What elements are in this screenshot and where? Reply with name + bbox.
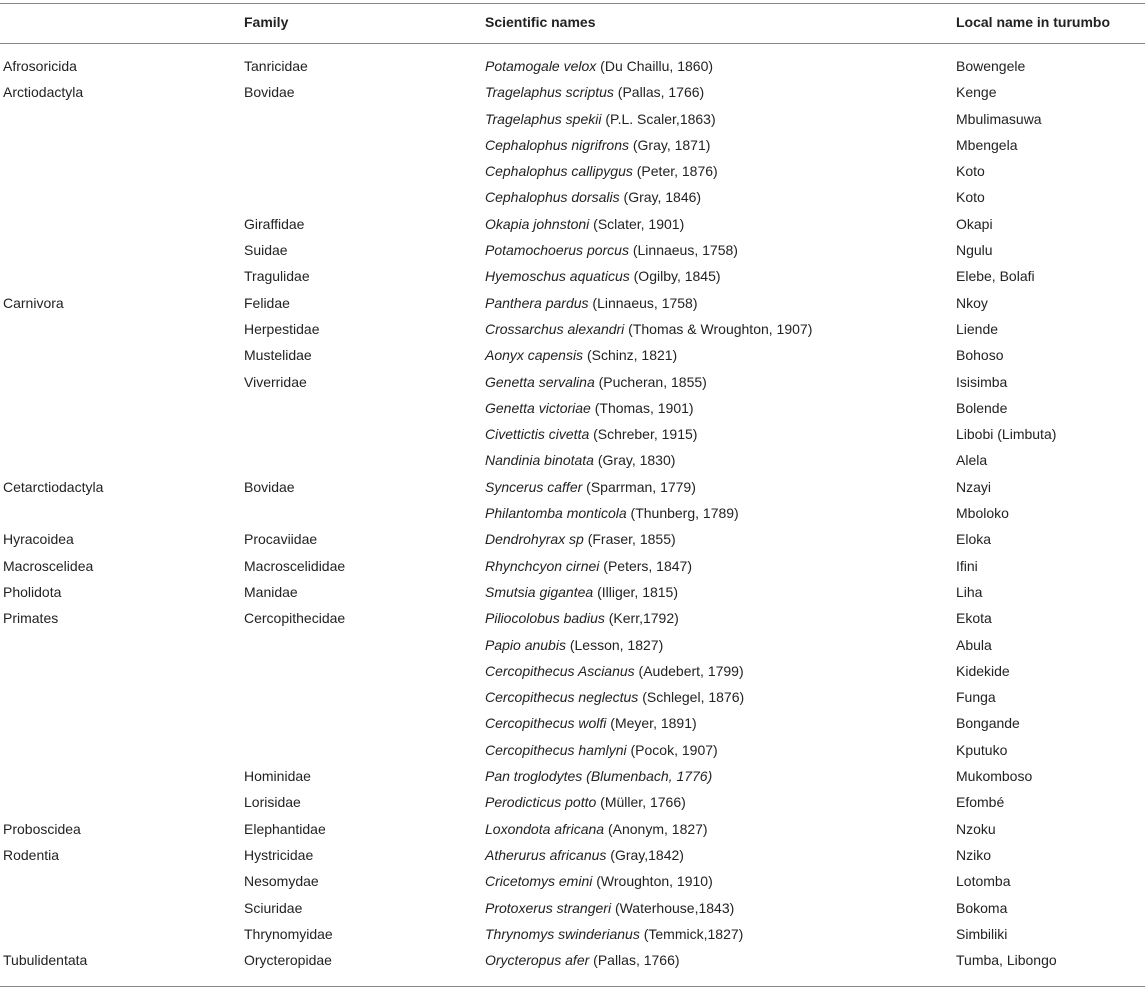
cell-scientific-name [485, 952, 680, 968]
scientific-name-authority: (Pucheran, 1855) [594, 373, 707, 390]
scientific-name-authority: (Temmick,1827) [639, 925, 744, 942]
cell-family: Mustelidae [244, 347, 312, 364]
scientific-name-authority: (Lesson, 1827) [565, 636, 664, 653]
cell-family: Viverridae [244, 373, 307, 390]
scientific-name-italic: Genetta servalina [485, 373, 595, 390]
cell-local-name: Koto [956, 189, 985, 206]
cell-scientific-name [485, 531, 676, 547]
cell-family: Nesomydae [244, 873, 319, 890]
table-row [0, 686, 1145, 712]
table-row [0, 423, 1145, 449]
scientific-name-authority: (Gray,1842) [606, 846, 684, 863]
scientific-name-italic: Papio anubis [485, 636, 566, 653]
scientific-name-italic: Okapia johnstoni [485, 215, 590, 232]
cell-local-name: Efombé [956, 794, 1005, 811]
cell-local-name: Lotomba [956, 873, 1011, 890]
table-row [0, 108, 1145, 134]
cell-scientific-name [485, 400, 694, 416]
scientific-name-authority: (Thomas, 1901) [590, 399, 694, 416]
cell-scientific-name [485, 900, 734, 916]
scientific-name-italic: Cercopithecus Ascianus [485, 662, 635, 679]
scientific-name-italic: Perodicticus potto [485, 794, 597, 811]
cell-scientific-name [485, 295, 698, 311]
scientific-name-italic: Cephalophus dorsalis [485, 189, 620, 206]
scientific-name-italic: Cercopithecus hamlyni [485, 741, 627, 758]
table-row [0, 607, 1145, 633]
cell-local-name: Nzoku [956, 820, 996, 837]
scientific-name-authority: (Sparrman, 1779) [582, 478, 696, 495]
cell-order: Afrosoricida [3, 58, 77, 74]
scientific-name-italic: Cephalophus nigrifrons [485, 136, 629, 153]
scientific-name-authority: (Waterhouse,1843) [611, 899, 735, 916]
scientific-name-authority: (Schinz, 1821) [583, 347, 678, 364]
table-bottom-rule [0, 986, 1145, 987]
cell-scientific-name [485, 715, 697, 731]
cell-local-name: Nziko [956, 846, 992, 863]
cell-local-name: Ekota [956, 610, 992, 627]
cell-scientific-name [485, 426, 697, 442]
cell-scientific-name [485, 242, 738, 258]
cell-order: Pholidota [3, 583, 62, 600]
cell-scientific-name [485, 479, 696, 495]
scientific-name-italic: Cercopithecus wolfi [485, 715, 607, 732]
scientific-name-authority: (Schreber, 1915) [589, 426, 698, 443]
cell-scientific-name [485, 189, 701, 205]
scientific-name-italic: Syncerus caffer [485, 478, 583, 495]
scientific-name-authority: (Linnaeus, 1758) [588, 294, 698, 311]
table-row [0, 55, 1145, 81]
scientific-name-italic: Panthera pardus [485, 294, 589, 311]
scientific-name-authority: (Audebert, 1799) [634, 662, 744, 679]
table-row [0, 371, 1145, 397]
cell-local-name: Mboloko [956, 505, 1009, 522]
cell-order: Rodentia [3, 846, 60, 863]
scientific-name-authority: (Pallas, 1766) [613, 84, 705, 101]
cell-local-name: Liende [956, 320, 999, 337]
cell-family: Sciuridae [244, 899, 303, 916]
table-row [0, 449, 1145, 475]
cell-scientific-name [485, 137, 710, 153]
scientific-name-italic: Cephalophus callipygus [485, 163, 633, 180]
scientific-name-authority: (Thomas & Wroughton, 1907) [624, 320, 813, 337]
cell-local-name: Okapi [956, 215, 993, 232]
cell-local-name: Nkoy [956, 294, 988, 311]
table-row [0, 712, 1145, 738]
table-top-rule [0, 3, 1145, 4]
cell-local-name: Koto [956, 163, 985, 180]
scientific-name-authority: (Ogilby, 1845) [629, 268, 721, 285]
cell-family: Suidae [244, 242, 288, 259]
cell-local-name: Ifini [956, 557, 978, 574]
cell-family: Elephantidae [244, 820, 326, 837]
scientific-name-authority: (Fraser, 1855) [583, 531, 676, 548]
cell-local-name: Funga [956, 689, 996, 706]
table-body [0, 55, 1145, 975]
cell-local-name: Kidekide [956, 662, 1010, 679]
scientific-name-authority: (Pallas, 1766) [589, 952, 680, 969]
scientific-name-italic: Rhynchcyon cirnei [485, 557, 600, 574]
scientific-name-italic: Civettictis civetta [485, 426, 590, 443]
scientific-name-italic: Cercopithecus neglectus [485, 689, 639, 706]
scientific-name-italic: Tragelaphus spekii [485, 110, 602, 127]
scientific-name-italic: Hyemoschus aquaticus [485, 268, 630, 285]
cell-scientific-name [485, 821, 708, 837]
table-row [0, 502, 1145, 528]
cell-local-name: Abula [956, 636, 992, 653]
scientific-name-italic: Thrynomys swinderianus [485, 925, 640, 942]
scientific-name-authority: (Gray, 1846) [619, 189, 702, 206]
scientific-name-authority: (Thunberg, 1789) [626, 505, 739, 522]
cell-family: Tragulidae [244, 268, 310, 285]
cell-scientific-name [485, 663, 744, 679]
table-row [0, 739, 1145, 765]
scientific-name-authority: (Meyer, 1891) [606, 715, 697, 732]
cell-family: Manidae [244, 583, 298, 600]
table-row [0, 186, 1145, 212]
cell-scientific-name [485, 926, 743, 942]
cell-scientific-name [485, 873, 713, 889]
cell-order: Tubulidentata [3, 952, 88, 969]
scientific-name-italic: Aonyx capensis [485, 347, 584, 364]
cell-scientific-name [485, 111, 716, 127]
cell-scientific-name [485, 584, 678, 600]
cell-scientific-name [485, 84, 704, 100]
scientific-name-italic: Potamochoerus porcus [485, 242, 629, 259]
cell-scientific-name [485, 58, 713, 74]
header-local-name: Local name in turumbo [956, 14, 1111, 30]
cell-family: Tanricidae [244, 58, 308, 74]
table-row [0, 292, 1145, 318]
scientific-name-authority: (Kerr,1792) [604, 610, 679, 627]
table-row [0, 81, 1145, 107]
scientific-name-italic: Protoxerus strangeri [485, 899, 612, 916]
scientific-name-authority: (Illiger, 1815) [593, 583, 679, 600]
table-row [0, 318, 1145, 344]
scientific-name-italic: Orycteropus afer [485, 952, 590, 969]
cell-local-name: Libobi (Limbuta) [956, 426, 1057, 443]
table-row [0, 791, 1145, 817]
cell-family: Bovidae [244, 478, 295, 495]
cell-scientific-name [485, 558, 692, 574]
scientific-name-authority: (Gray, 1830) [593, 452, 676, 469]
cell-scientific-name [485, 216, 684, 232]
cell-local-name: Eloka [956, 531, 992, 548]
cell-local-name: Bolende [956, 399, 1008, 416]
cell-scientific-name [485, 768, 712, 784]
scientific-name-authority: (Gray, 1871) [628, 136, 711, 153]
cell-family: Lorisidae [244, 794, 301, 811]
table-row [0, 949, 1145, 975]
cell-local-name: Liha [956, 583, 983, 600]
scientific-name-italic: Philantomba monticola [485, 505, 627, 522]
cell-local-name: Simbiliki [956, 925, 1008, 942]
scientific-name-italic: Nandinia binotata [485, 452, 594, 469]
cell-local-name: Kenge [956, 84, 997, 101]
cell-order: Carnivora [3, 294, 64, 311]
cell-order: Proboscidea [3, 820, 81, 837]
cell-local-name: Mukomboso [956, 768, 1033, 785]
scientific-name-authority: (Wroughton, 1910) [592, 873, 713, 890]
scientific-name-authority: (Peter, 1876) [632, 163, 718, 180]
header-family: Family [244, 14, 289, 30]
cell-scientific-name [485, 505, 739, 521]
cell-local-name: Bokoma [956, 899, 1008, 916]
table-row [0, 134, 1145, 160]
cell-local-name: Mbengela [956, 136, 1018, 153]
cell-family: Thrynomyidae [244, 925, 333, 942]
cell-order: Cetarctiodactyla [3, 478, 104, 495]
cell-local-name: Bowengele [956, 58, 1026, 74]
cell-scientific-name [485, 374, 707, 390]
cell-local-name: Bongande [956, 715, 1020, 732]
scientific-name-italic: Crossarchus alexandri [485, 320, 625, 337]
scientific-name-authority: (Pocok, 1907) [626, 741, 718, 758]
scientific-name-authority: (Schlegel, 1876) [638, 689, 745, 706]
cell-local-name: Isisimba [956, 373, 1008, 390]
table-row [0, 160, 1145, 186]
cell-family: Procaviidae [244, 531, 318, 548]
scientific-name-authority: (Du Chaillu, 1860) [596, 58, 714, 74]
cell-family: Orycteropidae [244, 952, 332, 969]
cell-local-name: Kputuko [956, 741, 1008, 758]
scientific-name-italic: Atherurus africanus [485, 846, 607, 863]
cell-scientific-name [485, 794, 686, 810]
table-row [0, 397, 1145, 423]
cell-local-name: Ngulu [956, 242, 993, 259]
table-row [0, 897, 1145, 923]
cell-local-name: Alela [956, 452, 988, 469]
cell-scientific-name [485, 742, 718, 758]
scientific-name-italic: Tragelaphus scriptus [485, 84, 614, 101]
cell-family: Herpestidae [244, 320, 320, 337]
table-row [0, 344, 1145, 370]
header-scientific-names: Scientific names [485, 14, 596, 30]
scientific-name-italic: Smutsia gigantea [485, 583, 594, 600]
table-row [0, 634, 1145, 660]
table-row [0, 265, 1145, 291]
scientific-name-authority: (Müller, 1766) [596, 794, 686, 811]
table-row [0, 239, 1145, 265]
scientific-name-italic: Potamogale velox [485, 58, 597, 74]
cell-scientific-name [485, 268, 721, 284]
cell-order: Hyracoidea [3, 531, 74, 548]
scientific-name-authority: (Sclater, 1901) [589, 215, 685, 232]
cell-family: Felidae [244, 294, 290, 311]
table-row [0, 213, 1145, 239]
scientific-name-italic: Piliocolobus badius [485, 610, 605, 627]
cell-local-name: Mbulimasuwa [956, 110, 1042, 127]
cell-order: Arctiodactyla [3, 84, 84, 101]
scientific-name-authority: (Anonym, 1827) [604, 820, 708, 837]
table-row [0, 660, 1145, 686]
table-row [0, 555, 1145, 581]
cell-scientific-name [485, 610, 679, 626]
cell-order: Macroscelidea [3, 557, 94, 574]
cell-local-name: Nzayi [956, 478, 992, 495]
scientific-name-authority: (Linnaeus, 1758) [628, 242, 738, 259]
cell-family: Giraffidae [244, 215, 305, 232]
cell-family: Cercopithecidae [244, 610, 346, 627]
cell-scientific-name [485, 689, 744, 705]
scientific-name-italic: Pan troglodytes (Blumenbach, 1776) [485, 768, 713, 785]
table-row [0, 923, 1145, 949]
scientific-name-italic: Dendrohyrax sp [485, 531, 584, 548]
scientific-name-authority: (Peters, 1847) [599, 557, 692, 574]
scientific-name-italic: Cricetomys emini [485, 873, 593, 890]
scientific-name-authority: (P.L. Scaler,1863) [601, 110, 716, 127]
scientific-name-italic: Loxondota africana [485, 820, 605, 837]
table-row [0, 765, 1145, 791]
cell-scientific-name [485, 637, 663, 653]
cell-family: Hominidae [244, 768, 311, 785]
cell-scientific-name [485, 452, 675, 468]
table-row [0, 581, 1145, 607]
table-header-rule [0, 43, 1145, 44]
table-row [0, 476, 1145, 502]
table-row [0, 528, 1145, 554]
cell-scientific-name [485, 321, 812, 337]
table-row [0, 870, 1145, 896]
cell-local-name: Elebe, Bolafi [956, 268, 1035, 285]
cell-scientific-name [485, 347, 677, 363]
cell-family: Macroscelididae [244, 557, 346, 574]
cell-local-name: Bohoso [956, 347, 1004, 364]
cell-order: Primates [3, 610, 59, 627]
table-row [0, 844, 1145, 870]
cell-local-name: Tumba, Libongo [956, 952, 1057, 969]
cell-family: Hystricidae [244, 846, 314, 863]
scientific-name-italic: Genetta victoriae [485, 399, 591, 416]
cell-family: Bovidae [244, 84, 295, 101]
table-row [0, 818, 1145, 844]
cell-scientific-name [485, 163, 718, 179]
cell-scientific-name [485, 847, 684, 863]
